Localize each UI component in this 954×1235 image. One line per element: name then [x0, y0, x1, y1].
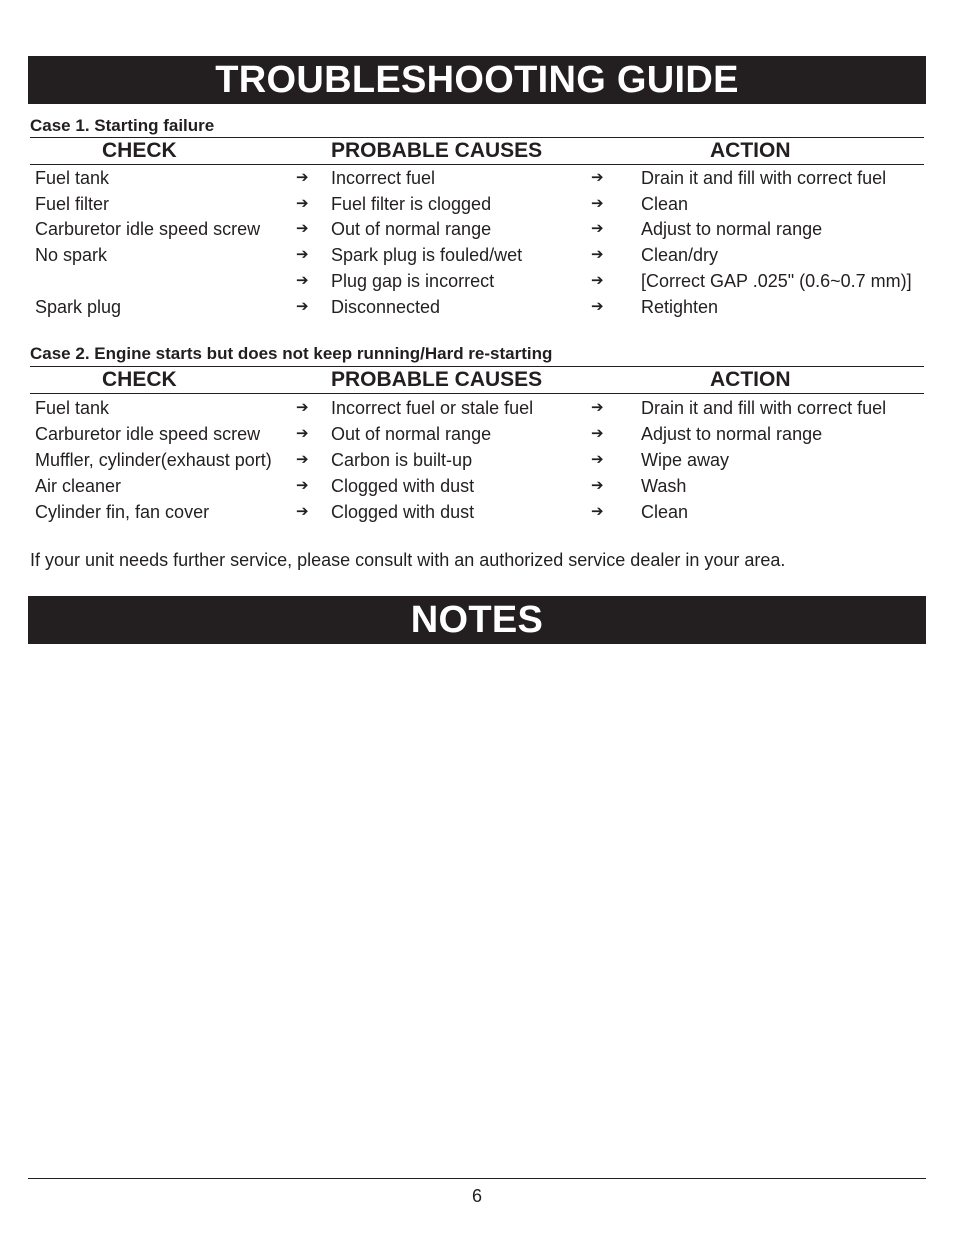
action-cell: Clean [641, 502, 689, 522]
case2-header-action: ACTION [710, 368, 791, 391]
check-cell: Fuel tank [35, 168, 110, 188]
case2-row-3 [0, 447, 954, 473]
action-cell: Drain it and fill with correct fuel [641, 398, 887, 418]
check-cell: Carburetor idle speed screw [35, 424, 261, 444]
check-cell: Air cleaner [35, 476, 122, 496]
footer-rule [28, 1178, 926, 1179]
cause-cell: Fuel filter is clogged [331, 194, 492, 214]
action-cell: Clean/dry [641, 245, 719, 265]
check-cell: Fuel tank [35, 398, 110, 418]
cause-cell: Disconnected [331, 297, 441, 317]
arrow-icon: ➔ [296, 220, 309, 237]
check-cell: Carburetor idle speed screw [35, 219, 261, 239]
case1-row-1 [0, 165, 954, 191]
arrow-icon: ➔ [591, 451, 604, 468]
case2-heading: Case 2. Engine starts but does not keep running/Hard re-starting [30, 344, 553, 363]
case1-header-causes: PROBABLE CAUSES [331, 139, 543, 162]
case1-header-check: CHECK [102, 139, 177, 162]
arrow-icon: ➔ [296, 399, 309, 416]
arrow-icon: ➔ [296, 169, 309, 186]
arrow-icon: ➔ [591, 220, 604, 237]
check-cell: No spark [35, 245, 108, 265]
cause-cell: Plug gap is incorrect [331, 271, 495, 291]
case1-heading: Case 1. Starting failure [30, 116, 215, 135]
arrow-icon: ➔ [591, 399, 604, 416]
cause-cell: Clogged with dust [331, 502, 475, 522]
action-cell: Wash [641, 476, 687, 496]
cause-cell: Clogged with dust [331, 476, 475, 496]
arrow-icon: ➔ [296, 195, 309, 212]
arrow-icon: ➔ [591, 477, 604, 494]
case1-row-4 [0, 242, 954, 268]
cause-cell: Incorrect fuel [331, 168, 436, 188]
notes-title: NOTES [28, 596, 926, 644]
arrow-icon: ➔ [296, 425, 309, 442]
arrow-icon: ➔ [296, 477, 309, 494]
arrow-icon: ➔ [591, 272, 604, 289]
case2-header-rule [30, 393, 924, 394]
cause-cell: Out of normal range [331, 219, 492, 239]
page-number: 6 [471, 1186, 482, 1206]
cause-cell: Incorrect fuel or stale fuel [331, 398, 534, 418]
action-cell: Adjust to normal range [641, 219, 823, 239]
case2-row-4 [0, 473, 954, 499]
check-cell: Fuel filter [35, 194, 110, 214]
action-cell: [Correct GAP .025" (0.6~0.7 mm)] [641, 271, 912, 291]
case2-header-check: CHECK [102, 368, 177, 391]
case2-header-causes: PROBABLE CAUSES [331, 368, 543, 391]
arrow-icon: ➔ [591, 195, 604, 212]
case2-row-1 [0, 395, 954, 421]
cause-cell: Out of normal range [331, 424, 492, 444]
case1-row-6 [0, 294, 954, 320]
case1-row-5 [0, 268, 954, 294]
case1-row-3 [0, 216, 954, 242]
page-title: TROUBLESHOOTING GUIDE [28, 56, 926, 104]
action-cell: Drain it and fill with correct fuel [641, 168, 887, 188]
arrow-icon: ➔ [591, 425, 604, 442]
arrow-icon: ➔ [296, 298, 309, 315]
action-cell: Retighten [641, 297, 719, 317]
case2-row-5 [0, 499, 954, 525]
check-cell: Muffler, cylinder(exhaust port) [35, 450, 272, 470]
arrow-icon: ➔ [296, 272, 309, 289]
case2-row-2 [0, 421, 954, 447]
arrow-icon: ➔ [591, 246, 604, 263]
arrow-icon: ➔ [591, 298, 604, 315]
action-cell: Wipe away [641, 450, 730, 470]
cause-cell: Spark plug is fouled/wet [331, 245, 523, 265]
cause-cell: Carbon is built-up [331, 450, 473, 470]
arrow-icon: ➔ [591, 503, 604, 520]
arrow-icon: ➔ [591, 169, 604, 186]
check-cell: Spark plug [35, 297, 122, 317]
arrow-icon: ➔ [296, 246, 309, 263]
action-cell: Adjust to normal range [641, 424, 823, 444]
arrow-icon: ➔ [296, 451, 309, 468]
check-cell: Cylinder fin, fan cover [35, 502, 210, 522]
service-note: If your unit needs further service, please consult with an authorized service dealer in your area. [30, 550, 786, 570]
action-cell: Clean [641, 194, 689, 214]
case1-row-2 [0, 191, 954, 217]
case1-header-action: ACTION [710, 139, 791, 162]
arrow-icon: ➔ [296, 503, 309, 520]
